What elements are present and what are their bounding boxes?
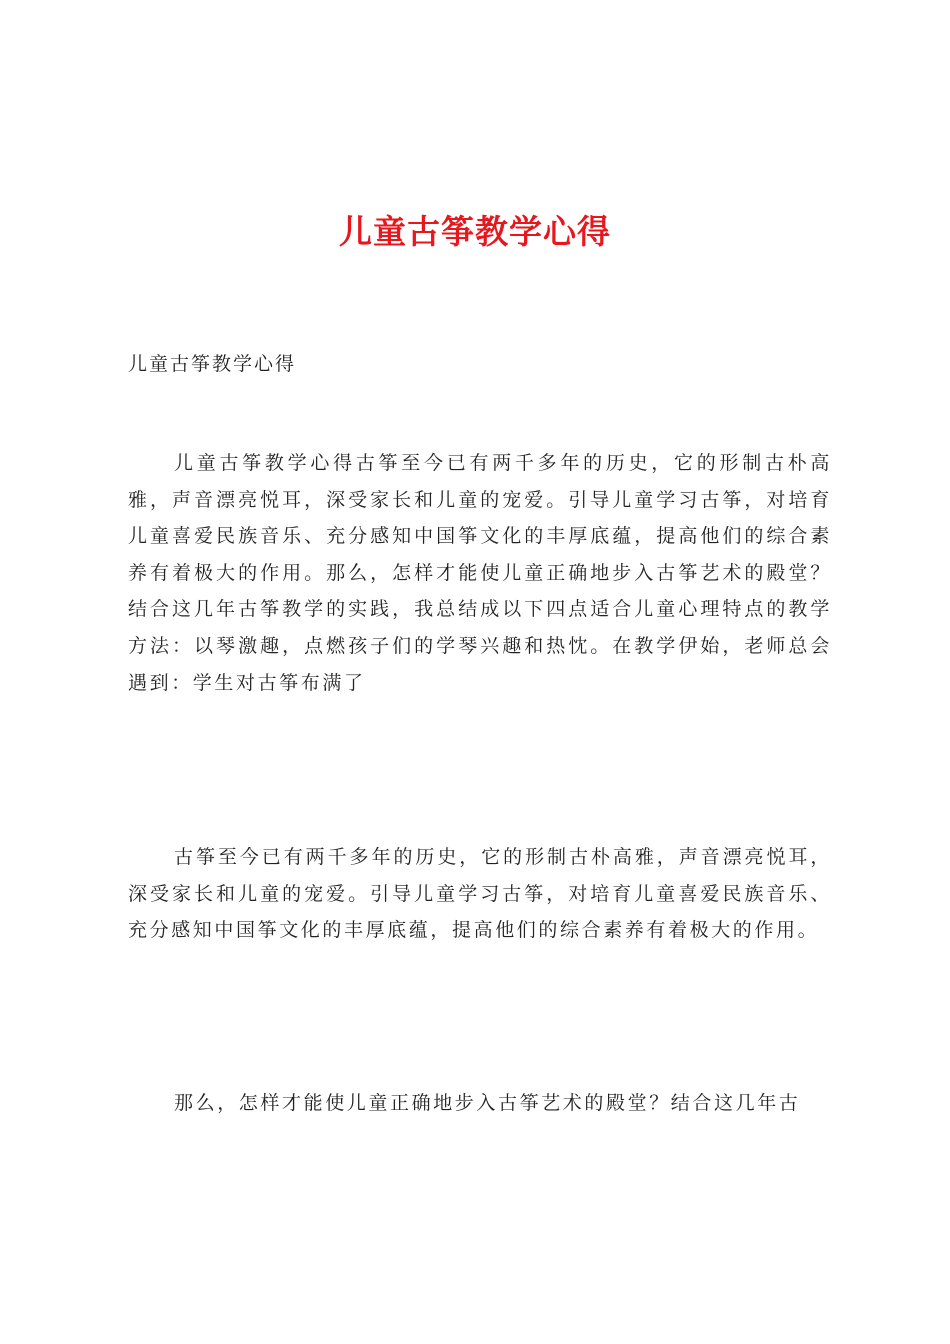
document-subtitle: 儿童古筝教学心得 [128, 353, 297, 375]
body-paragraph: 古筝至今已有两千多年的历史，它的形制古朴高雅，声音漂亮悦耳，深受家长和儿童的宠爱。引导儿童学习古筝，对培育儿童喜爱民族音乐、充分感知中国筝文化的丰厚底蕴，提高他们的综合素养有着极大的作用。 [128, 846, 832, 942]
document-title: 儿童古筝教学心得 [339, 212, 611, 251]
body-paragraph: 儿童古筝教学心得古筝至今已有两千多年的历史，它的形制古朴高雅，声音漂亮悦耳，深受家长和儿童的宠爱。引导儿童学习古筝，对培育儿童喜爱民族音乐、充分感知中国筝文化的丰厚底蕴，提高他们的综合素养有着极大的作用。那么，怎样才能使儿童正确地步入古筝艺术的殿堂？结合这几年古筝教学的实践，我总结成以下四点适合儿童心理特点的教学方法：以琴激趣，点燃孩子们的学琴兴趣和热忱。在教学伊始，老师总会遇到：学生对古筝布满了 [128, 452, 832, 694]
body-paragraph: 那么，怎样才能使儿童正确地步入古筝艺术的殿堂？结合这几年古 [174, 1092, 801, 1114]
